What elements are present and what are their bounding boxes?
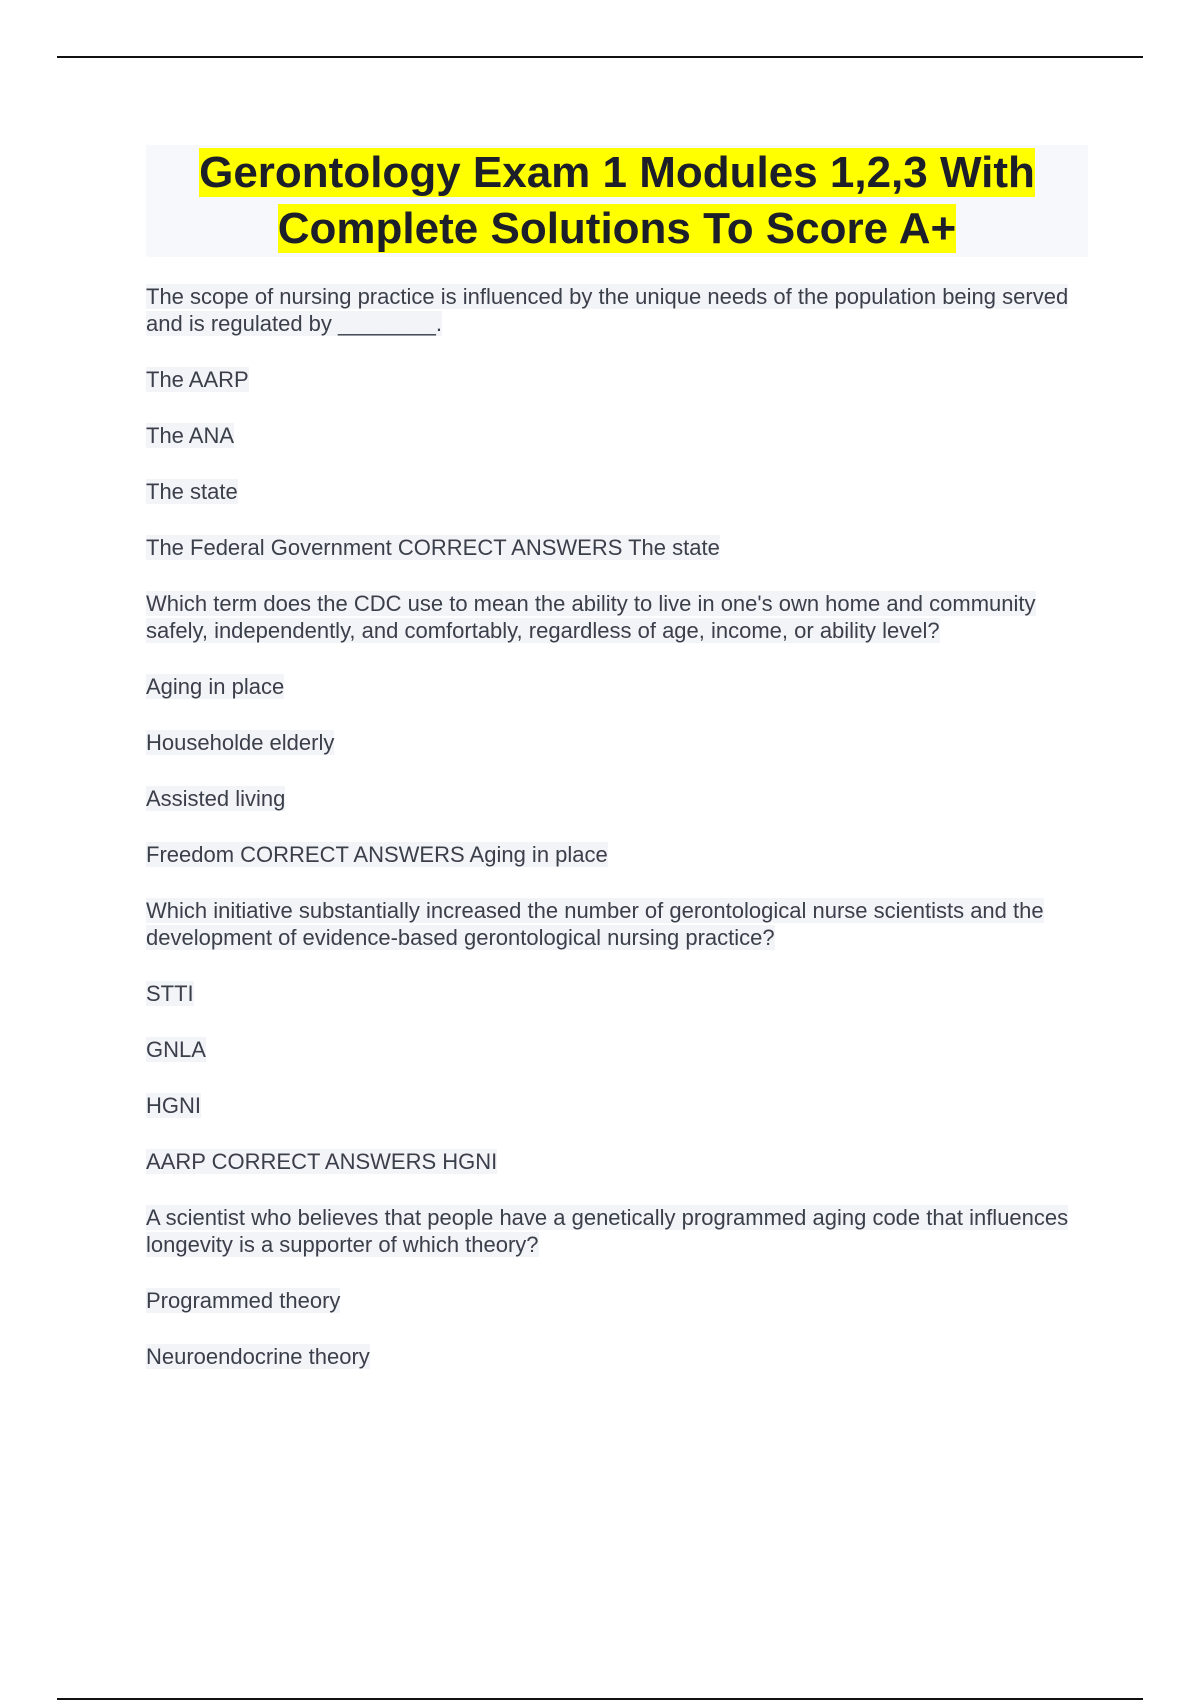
top-rule	[57, 56, 1143, 58]
question-4-option-b: Neuroendocrine theory	[146, 1344, 370, 1369]
question-3-option-a: STTI	[146, 981, 194, 1006]
question-3-option-c: HGNI	[146, 1093, 201, 1118]
question-3-option-b: GNLA	[146, 1037, 206, 1062]
question-1: The scope of nursing practice is influenced by the unique needs of the population being served and is regulated by ________.	[146, 284, 1069, 336]
question-1-option-b: The ANA	[146, 423, 235, 448]
document-title-highlight: Gerontology Exam 1 Modules 1,2,3 With Complete Solutions To Score A+	[199, 148, 1035, 253]
question-2-option-c: Assisted living	[146, 786, 286, 811]
question-3: Which initiative substantially increased the number of gerontological nurse scientists and the development of evidence-based gerontological nursing practice?	[146, 898, 1044, 950]
question-1-option-c: The state	[146, 479, 238, 504]
question-4-option-a: Programmed theory	[146, 1288, 341, 1313]
document-title-block	[146, 145, 1088, 257]
question-3-answer: AARP CORRECT ANSWERS HGNI	[146, 1149, 498, 1174]
question-4: A scientist who believes that people have a genetically programmed aging code that influences longevity is a supporter of which theory?	[146, 1205, 1069, 1257]
document-title	[146, 145, 1088, 257]
question-2-option-b: Householde elderly	[146, 730, 335, 755]
question-2-answer: Freedom CORRECT ANSWERS Aging in place	[146, 842, 608, 867]
question-2-option-a: Aging in place	[146, 674, 285, 699]
question-1-option-a: The AARP	[146, 367, 249, 392]
question-1-answer: The Federal Government CORRECT ANSWERS The state	[146, 535, 720, 560]
document-body	[146, 283, 1088, 1399]
question-2: Which term does the CDC use to mean the ability to live in one's own home and community safely, independently, and comfortably, regardless of age, income, or ability level?	[146, 591, 1036, 643]
